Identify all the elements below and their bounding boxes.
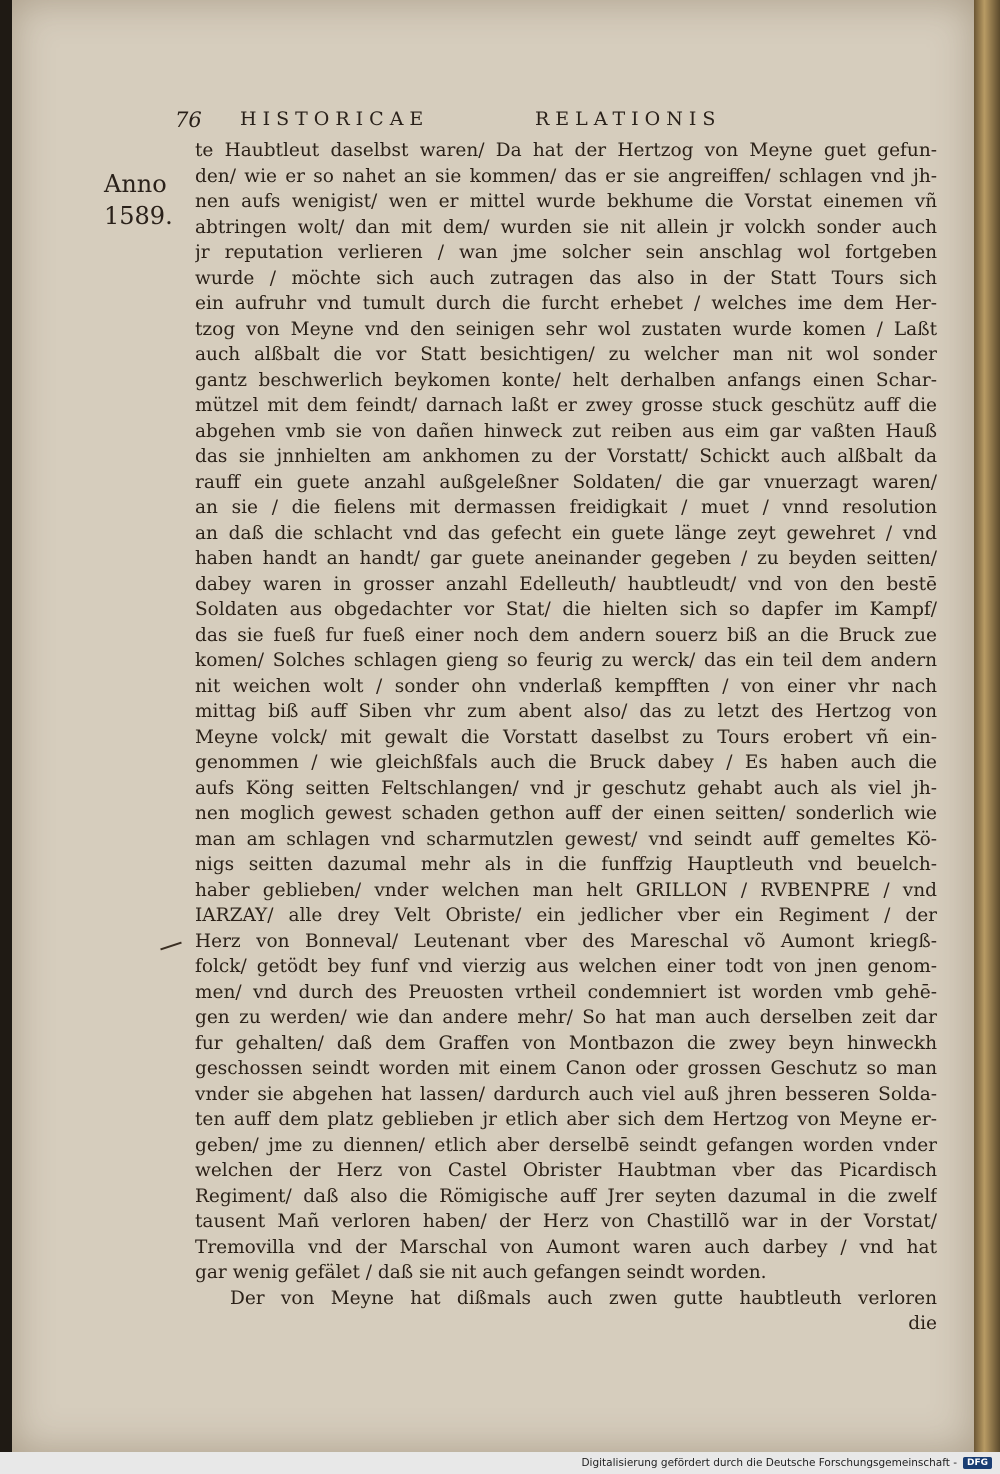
text-line: haber geblieben/ vnder welchen man helt GRILLON / RVBENPRE / vnd: [195, 879, 937, 901]
footer-text: Digitalisierung gefördert durch die Deutsche Forschungsgemeinschaft -: [581, 1457, 957, 1469]
running-head-left: HISTORICAE: [240, 108, 430, 130]
text-line: mützel mit dem feindt/ darnach laßt er zwey grosse stuck geschütz auff die: [195, 395, 937, 416]
text-line: nigs seitten dazumal mehr als in die funffzig Hauptleuth vnd beuelch-: [195, 854, 937, 875]
text-line: te Haubtleut daselbst waren/ Da hat der Hertzog von Meyne guet gefun-: [195, 140, 937, 161]
running-head-right: RELATIONIS: [535, 108, 722, 130]
text-line: wurde / möchte sich auch zutragen das also in der Statt Tours sich: [195, 267, 937, 289]
text-line: welchen der Herz von Castel Obrister Haubtman vber das Picardisch: [195, 1160, 937, 1181]
text-line: folck/ getödt bey funf vnd vierzig aus welchen einer todt von jnen genom-: [195, 956, 937, 977]
text-line: aufs Köng seitten Feltschlangen/ vnd jr geschutz gehabt auch als viel jh-: [195, 777, 937, 799]
text-line: tzog von Meyne vnd den seinigen sehr wol zustaten wurde komen / Laßt: [195, 318, 937, 340]
text-line: komen/ Solches schlagen gieng so feurig zu werck/ das ein teil dem andern: [195, 650, 937, 671]
text-line: nen aufs wenigist/ wen er mittel wurde bekhume die Vorstat einemen vñ: [195, 191, 937, 212]
text-line: die: [908, 1313, 937, 1334]
text-line: geschossen seindt worden mit einem Canon oder grossen Geschutz so man: [195, 1058, 937, 1079]
body-text: [195, 138, 937, 1337]
text-line: jr reputation verlieren / wan jme solcher sein anschlag wol fortgeben: [195, 242, 937, 263]
text-line: fur gehalten/ daß dem Graffen von Montbazon die zwey beyn hinweckh: [195, 1032, 937, 1054]
text-line: IARZAY/ alle drey Velt Obriste/ ein jedlicher vber ein Regiment / der: [195, 905, 937, 926]
text-line: ten auff dem platz geblieben jr etlich aber sich dem Hertzog von Meyne er-: [195, 1109, 937, 1130]
text-line: abtringen wolt/ dan mit dem/ wurden sie nit allein jr volckh sonder auch: [195, 216, 937, 238]
text-line: gar wenig gefälet / daß sie nit auch gefangen seindt worden.: [195, 1262, 767, 1283]
text-line: tausent Mañ verloren haben/ der Herz von Chastillõ war in der Vorstat/: [195, 1211, 937, 1232]
text-line: genommen / wie gleichßfals auch die Bruck dabey / Es haben auch die: [195, 752, 937, 773]
text-line: gen zu werden/ wie dan andere mehr/ So hat man auch derselben zeit dar: [195, 1007, 937, 1028]
text-line: an daß die schlacht vnd das gefecht ein guete länge zeyt gewehret / vnd: [195, 522, 937, 544]
text-line: an sie / die fielens mit dermassen freidigkait / muet / vnnd resolution: [195, 497, 937, 518]
text-line: dabey waren in grosser anzahl Edelleuth/ haubtleudt/ vnd von den bestē: [195, 573, 937, 595]
text-line: auch alßbalt die vor Statt besichtigen/ zu welcher man nit wol sonder: [195, 344, 937, 365]
dfg-logo: DFG: [963, 1457, 992, 1469]
text-line: ein aufruhr vnd tumult durch die furcht erhebet / welches ime dem Her-: [195, 293, 937, 314]
text-line: Soldaten aus obgedachter vor Stat/ die hielten sich so dapfer im Kampf/: [195, 599, 937, 620]
page-number: 76: [175, 108, 202, 132]
text-line: das sie fueß fur fueß einer noch dem andern souerz biß an die Bruck zue: [195, 624, 937, 646]
book-edge: [974, 0, 1000, 1452]
text-line: Meyne volck/ mit gewalt die Vorstatt daselbst zu Tours erobert vñ ein-: [195, 726, 937, 748]
text-line: den/ wie er so nahet an sie kommen/ das er sie angreiffen/ schlagen vnd jh-: [195, 165, 937, 187]
text-line: Herz von Bonneval/ Leutenant vber des Mareschal võ Aumont kriegß-: [195, 930, 937, 952]
text-line: rauff ein guete anzahl außgeleßner Soldaten/ die gar vnuerzagt waren/: [195, 471, 937, 493]
text-line: das sie jnnhielten am ankhomen zu der Vorstatt/ Schickt auch alßbalt da: [195, 446, 937, 467]
margin-note-anno: Anno: [104, 170, 167, 198]
text-line: Tremovilla vnd der Marschal von Aumont waren auch darbey / vnd hat: [195, 1236, 937, 1258]
text-line: geben/ jme zu diennen/ etlich aber derselbē seindt gefangen worden vnder: [195, 1134, 937, 1156]
footer-bar: [0, 1452, 1000, 1474]
text-line: Der von Meyne hat dißmals auch zwen gutte haubtleuth verloren: [230, 1287, 937, 1309]
text-line: vnder sie abgehen hat lassen/ dardurch auch viel auß jhren besseren Solda-: [195, 1083, 937, 1105]
text-line: gantz beschwerlich beykomen konte/ helt derhalben anfangs einen Schar-: [195, 369, 937, 391]
margin-note-year: 1589.: [104, 202, 173, 230]
text-line: men/ vnd durch des Preuosten vrtheil condemniert ist worden vmb gehē-: [195, 981, 937, 1003]
text-line: abgehen vmb sie von dañen hinweck zut reiben aus eim gar vaßten Hauß: [195, 420, 937, 442]
text-line: nit weichen wolt / sonder ohn vnderlaß kempfften / von einer vhr nach: [195, 675, 937, 697]
text-line: haben handt an handt/ gar guete aneinander gegeben / zu beyden seitten/: [195, 548, 937, 569]
page-header: [175, 108, 895, 138]
text-line: Regiment/ daß also die Römigische auff Jrer seyten dazumal in die zwelf: [195, 1185, 937, 1207]
text-line: mittag biß auff Siben vhr zum abent also/ das zu letzt des Hertzog von: [195, 701, 937, 722]
text-line: man am schlagen vnd scharmutzlen gewest/ vnd seindt auff gemeltes Kö-: [195, 828, 937, 850]
text-line: nen moglich gewest schaden gethon auff der einen seitten/ sonderlich wie: [195, 803, 937, 824]
